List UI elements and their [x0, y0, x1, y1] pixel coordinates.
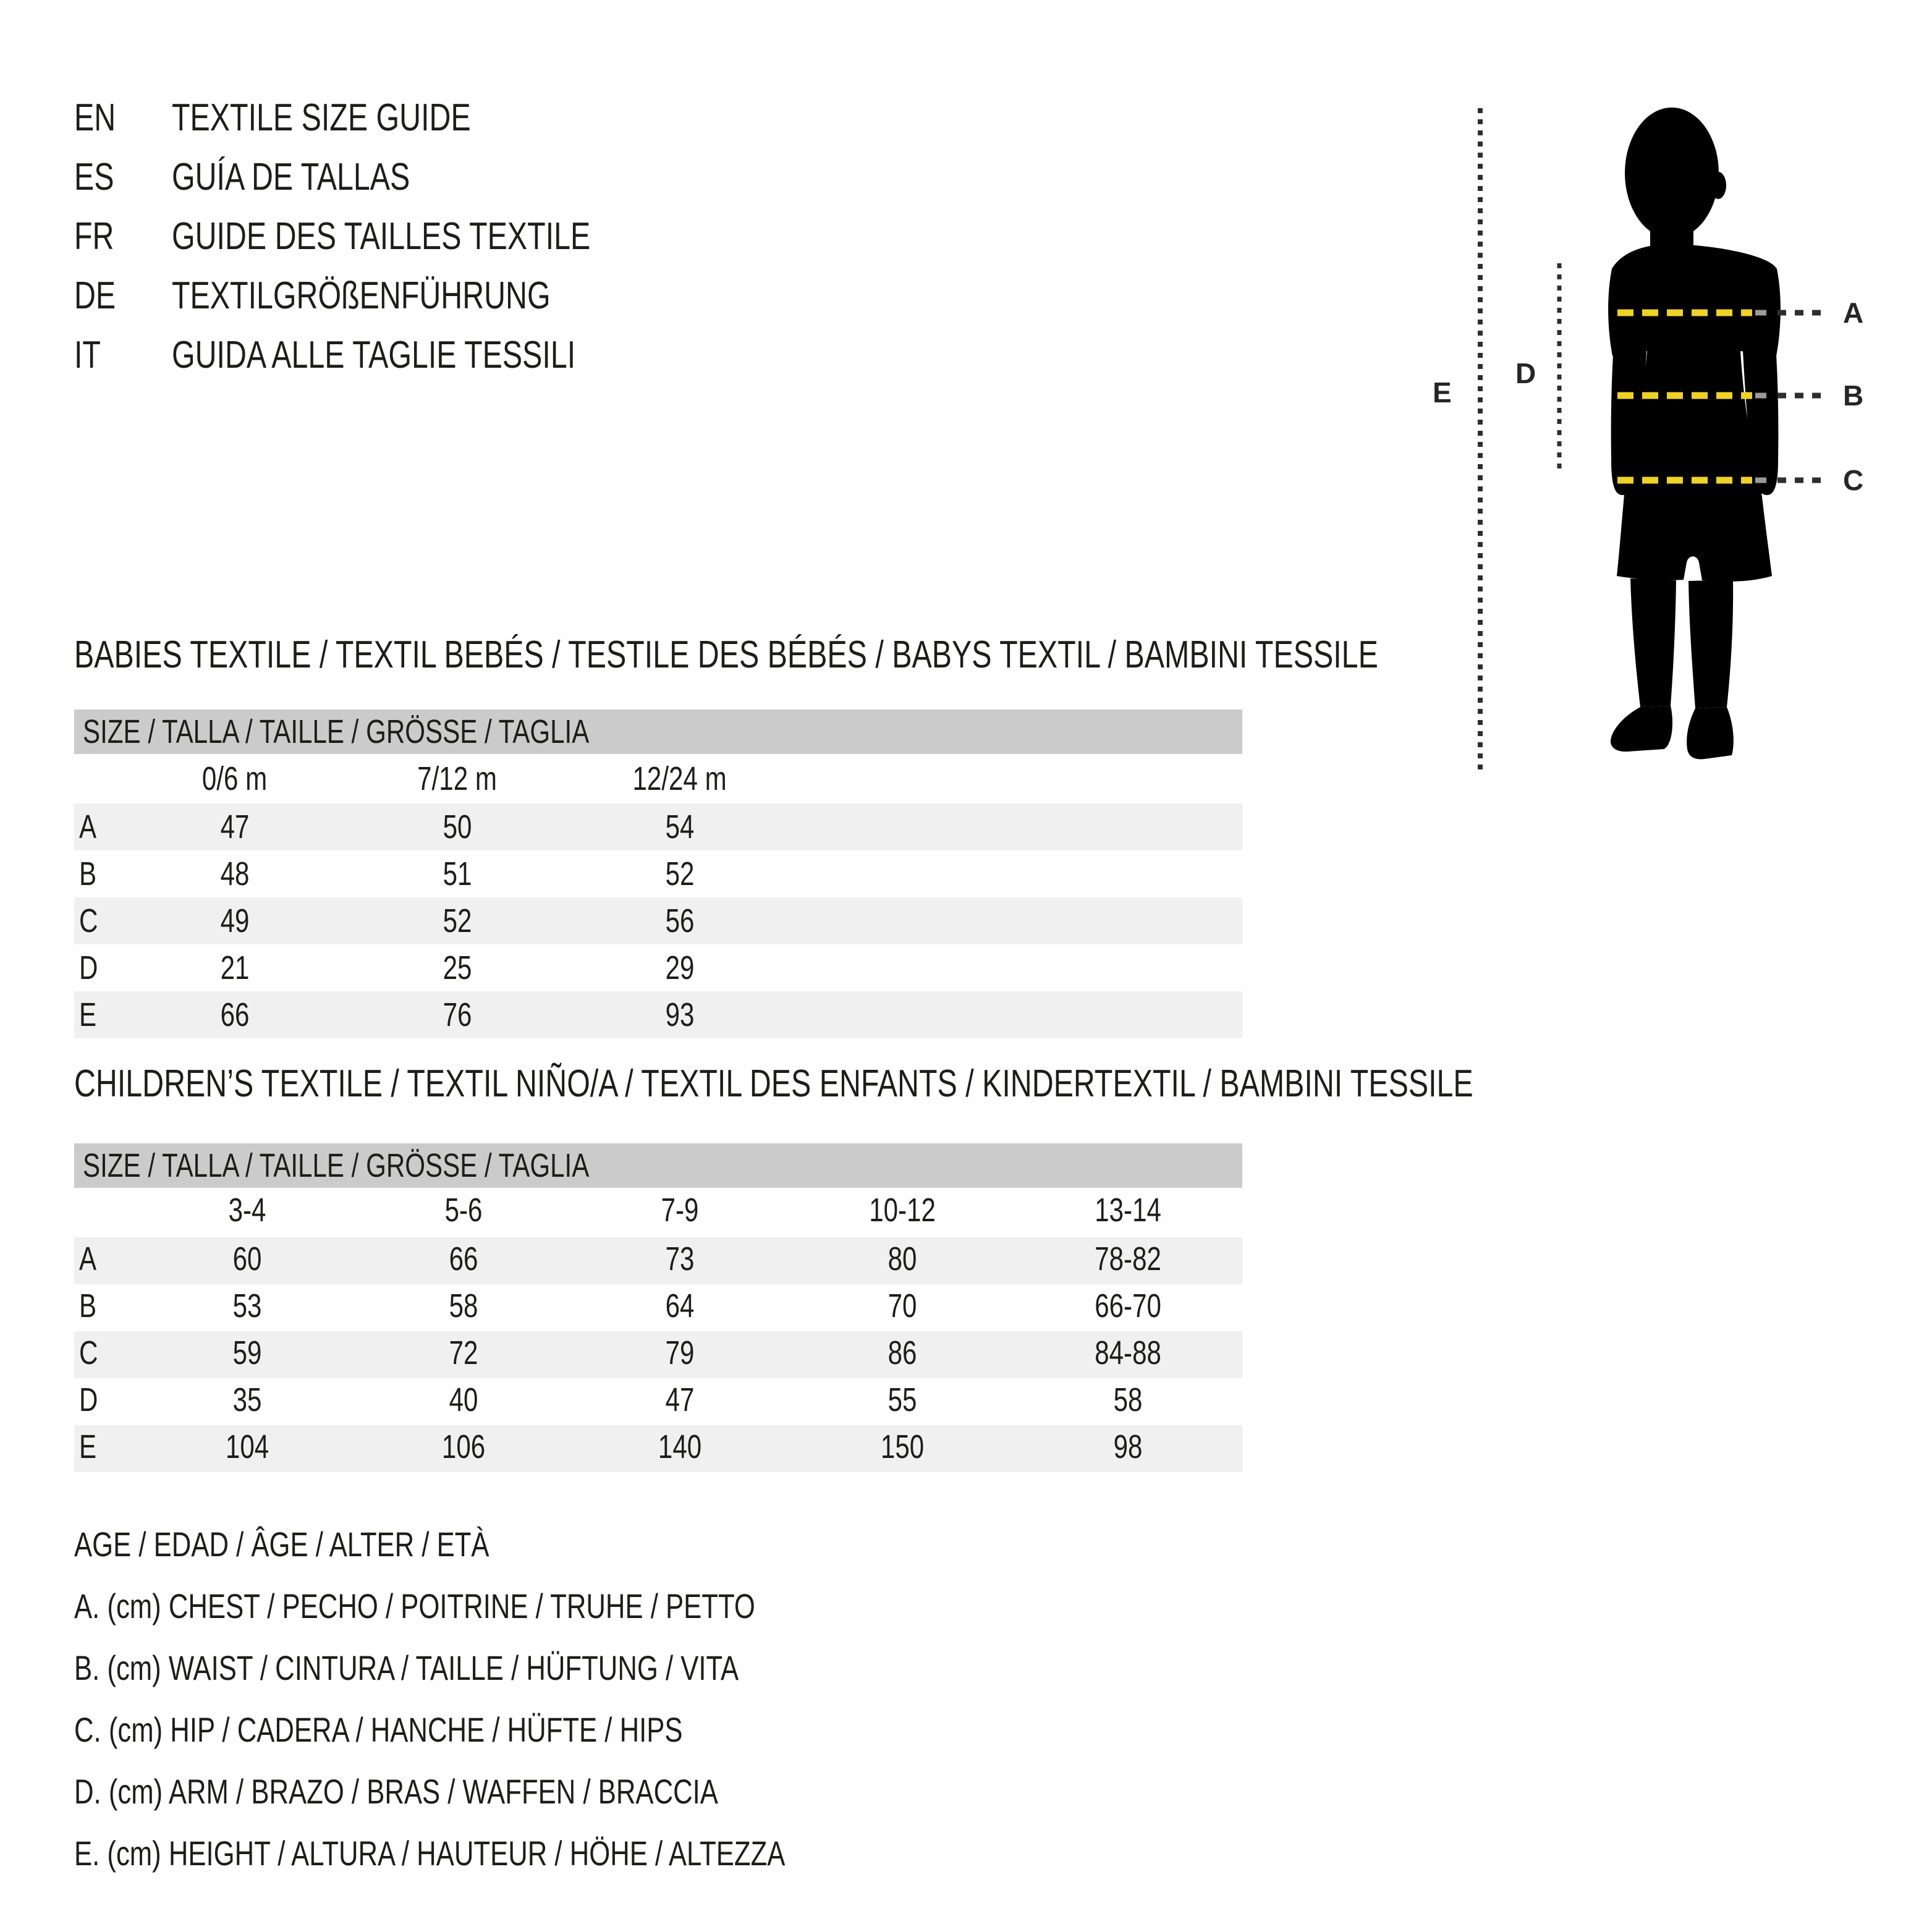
- cell-value: 106: [441, 1428, 486, 1465]
- cell-value: 66-70: [1095, 1287, 1161, 1324]
- babies-row-e: [74, 991, 1242, 1038]
- children-row-b: [74, 1284, 1242, 1331]
- language-title-de: TEXTILGRÖßENFÜHRUNG: [172, 274, 551, 317]
- language-row-en: [74, 88, 708, 147]
- legend-item-b: B. (cm) WAIST / CINTURA / TAILLE / HÜFTUNG / VITA: [74, 1648, 739, 1687]
- measurement-legend: [74, 1513, 986, 1884]
- language-code-fr: FR: [74, 214, 114, 258]
- children-row-d: [74, 1378, 1242, 1425]
- cell-value: 53: [232, 1287, 262, 1324]
- label-d: D: [1515, 357, 1536, 389]
- cell-value: 50: [443, 808, 472, 845]
- babies-row-b: [74, 850, 1242, 897]
- legend-item-a: A. (cm) CHEST / PECHO / POITRINE / TRUHE / PETTO: [74, 1586, 755, 1625]
- language-row-de: [74, 266, 708, 325]
- children-column-header-1: 5-6: [444, 1191, 483, 1229]
- row-label: D: [79, 1381, 98, 1418]
- language-code-en: EN: [74, 96, 116, 139]
- language-code-de: DE: [74, 274, 116, 317]
- language-row-fr: [74, 206, 708, 266]
- cell-value: 70: [888, 1287, 917, 1324]
- cell-value: 66: [449, 1240, 478, 1277]
- cell-value: 51: [443, 855, 472, 892]
- cell-value: 40: [449, 1381, 478, 1418]
- children-column-header-2: 7-9: [661, 1191, 699, 1229]
- cell-value: 150: [880, 1428, 925, 1465]
- children-size-table: [74, 1143, 1242, 1472]
- cell-value: 72: [449, 1334, 478, 1371]
- row-label: B: [79, 855, 97, 892]
- cell-value: 58: [449, 1287, 478, 1324]
- children-row-a: [74, 1237, 1242, 1284]
- cell-value: 66: [220, 996, 250, 1033]
- cell-value: 78-82: [1095, 1240, 1161, 1277]
- children-row-c: [74, 1331, 1242, 1378]
- cell-value: 55: [888, 1381, 917, 1418]
- legend-item-d: D. (cm) ARM / BRAZO / BRAS / WAFFEN / BRACCIA: [74, 1771, 718, 1811]
- cell-value: 49: [220, 902, 250, 939]
- measurement-figure: [1409, 87, 1932, 803]
- cell-value: 21: [220, 949, 250, 986]
- cell-value: 79: [665, 1334, 695, 1371]
- language-title-it: GUIDA ALLE TAGLIE TESSILI: [172, 333, 576, 376]
- language-code-es: ES: [74, 155, 114, 198]
- babies-size-header-label: SIZE / TALLA / TAILLE / GRÖSSE / TAGLIA: [83, 713, 590, 750]
- cell-value: 52: [665, 855, 695, 892]
- row-label: A: [79, 1240, 97, 1277]
- cell-value: 29: [665, 949, 695, 986]
- cell-value: 48: [220, 855, 250, 892]
- babies-row-a: [74, 803, 1242, 850]
- cell-value: 84-88: [1095, 1334, 1161, 1371]
- babies-section-title: BABIES TEXTILE / TEXTIL BEBÉS / TESTILE DES BÉBÉS / BABYS TEXTIL / BAMBINI TESSILE: [74, 633, 1378, 676]
- row-label: E: [79, 1428, 97, 1465]
- cell-value: 86: [888, 1334, 917, 1371]
- children-column-header-4: 13-14: [1095, 1191, 1161, 1229]
- cell-value: 47: [665, 1381, 695, 1418]
- row-label: C: [79, 1334, 98, 1371]
- language-title-en: TEXTILE SIZE GUIDE: [172, 96, 471, 139]
- legend-item-e: E. (cm) HEIGHT / ALTURA / HAUTEUR / HÖHE / ALTEZZA: [74, 1833, 786, 1873]
- language-title-es: GUÍA DE TALLAS: [172, 155, 410, 198]
- cell-value: 35: [232, 1381, 262, 1418]
- children-size-header-label: SIZE / TALLA / TAILLE / GRÖSSE / TAGLIA: [83, 1147, 590, 1184]
- row-label: E: [79, 996, 97, 1033]
- label-a: A: [1843, 297, 1864, 329]
- row-label: A: [79, 808, 97, 845]
- babies-size-table: [74, 710, 1242, 1038]
- babies-column-header-0: 0/6 m: [202, 760, 268, 797]
- cell-value: 52: [443, 902, 472, 939]
- children-size-header-bar: [74, 1143, 1242, 1188]
- children-column-header-3: 10-12: [869, 1191, 936, 1229]
- row-label: B: [79, 1287, 97, 1324]
- cell-value: 47: [220, 808, 250, 845]
- babies-column-header-2: 12/24 m: [632, 760, 727, 797]
- cell-value: 54: [665, 808, 695, 845]
- cell-value: 59: [232, 1334, 262, 1371]
- language-code-it: IT: [74, 333, 101, 376]
- row-label: D: [79, 949, 98, 986]
- children-column-header-0: 3-4: [228, 1191, 266, 1229]
- children-section-title: CHILDREN’S TEXTILE / TEXTIL NIÑO/A / TEXTIL DES ENFANTS / KINDERTEXTIL / BAMBINI TESSILE: [74, 1062, 1473, 1105]
- legend-item-c: C. (cm) HIP / CADERA / HANCHE / HÜFTE / HIPS: [74, 1710, 683, 1749]
- label-c: C: [1843, 464, 1864, 496]
- cell-value: 104: [225, 1428, 269, 1465]
- children-column-header-row: [74, 1188, 1242, 1237]
- cell-value: 80: [888, 1240, 917, 1277]
- cell-value: 58: [1113, 1381, 1143, 1418]
- babies-size-header-bar: [74, 710, 1242, 754]
- language-row-es: [74, 147, 708, 206]
- language-title-fr: GUIDE DES TAILLES TEXTILE: [172, 214, 591, 258]
- babies-row-c: [74, 897, 1242, 944]
- babies-row-d: [74, 944, 1242, 991]
- cell-value: 60: [232, 1240, 262, 1277]
- cell-value: 56: [665, 902, 695, 939]
- cell-value: 64: [665, 1287, 695, 1324]
- language-list: [74, 88, 708, 384]
- cell-value: 93: [665, 996, 695, 1033]
- cell-value: 73: [665, 1240, 695, 1277]
- babies-column-header-row: [74, 754, 1242, 803]
- cell-value: 25: [443, 949, 472, 986]
- cell-value: 76: [443, 996, 472, 1033]
- legend-age: AGE / EDAD / ÂGE / ALTER / ETÀ: [74, 1524, 489, 1564]
- label-b: B: [1843, 379, 1864, 412]
- label-e: E: [1433, 376, 1452, 409]
- language-row-it: [74, 325, 708, 384]
- children-row-e: [74, 1425, 1242, 1472]
- cell-value: 140: [658, 1428, 702, 1465]
- babies-column-header-1: 7/12 m: [417, 760, 498, 797]
- row-label: C: [79, 902, 98, 939]
- cell-value: 98: [1113, 1428, 1143, 1465]
